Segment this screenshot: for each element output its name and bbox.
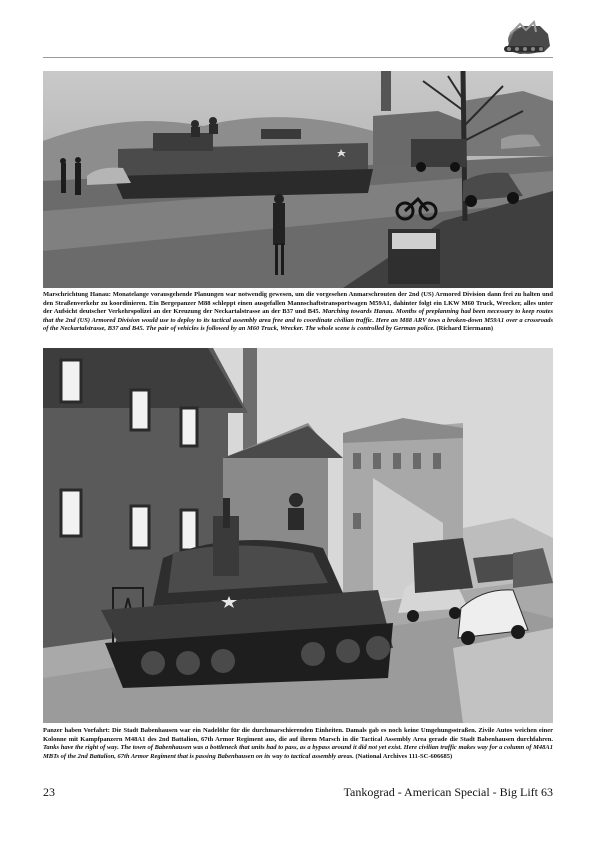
m48a1-tanks-babenhausen-street-photo — [43, 348, 553, 723]
footer-title: Tankograd - American Special - Big Lift 63 — [343, 785, 553, 799]
caption-english: Tanks have the right of way. The town of Babenhausen was a bottleneck that units had to pass, as a bypass around it did not yet exist. Here civilian traffic makes way for a column of M48A1 MBTs of the 2nd Battalion, 67th Armor Regiment that is passing Babenhausen on its way to tactical assembly areas. — [43, 744, 553, 760]
tank-rhino-logo-icon — [500, 20, 552, 58]
photo2-caption — [43, 727, 553, 761]
photo1-caption — [43, 291, 553, 334]
photo-credit: (Richard Eiermann) — [436, 325, 493, 333]
caption-german: Panzer haben Vorfahrt: Die Stadt Babenhausen war ein Nadelöhr für die durchmarschierenden Einheiten. Damals gab es noch keine Umgehungsstraßen. Zivile Autos weichen einer Kolonne mit Kampfpanzern M48A1 des 2nd Battalion, 67th Armor Regiment aus, die auf ihrem Marsch in die Tactical Assembly Area gerade die Stadt Babenhausen durchfahren. — [43, 727, 553, 743]
caption-german: Marschrichtung Hanau: Monatelange vorausgehende Planungen war notwendig gewesen, um die vorgesehen Anmarschrouten der 2nd (US) Armored Division dann frei zu halten und den Straßenverkehr zu koordinieren. Ein Bergepanzer M88 schleppt einen ausgefallen Mannschaftstransportwagen M59A1, dahinter folgt ein LKW M60 Truck, Wrecker, alles unter der Aufsicht deutscher Verkehrspolizei an der Kreuzung der Neckartalstrasse an der B37 und B45. — [43, 291, 553, 316]
caption-english: Marching towards Hanau. Months of preplanning had been necessary to keep routes that the 2nd (US) Armored Division would use to deploy to its tactical assembly area free and to coordinate civilian traffic. Here an M88 ARV tows a broken-down M59A1 over a crossroads of the Neckartalstrasse, B37 and B45. The pair of vehicles is followed by an M60 Truck, Wrecker. The whole scene is controlled by German police. — [43, 308, 553, 333]
m88-tows-m59a1-crossroads-photo — [43, 71, 553, 288]
header-rule — [43, 57, 553, 58]
photo-credit: (National Archives 111-SC-606685) — [355, 752, 453, 760]
page-number: 23 — [43, 785, 55, 799]
